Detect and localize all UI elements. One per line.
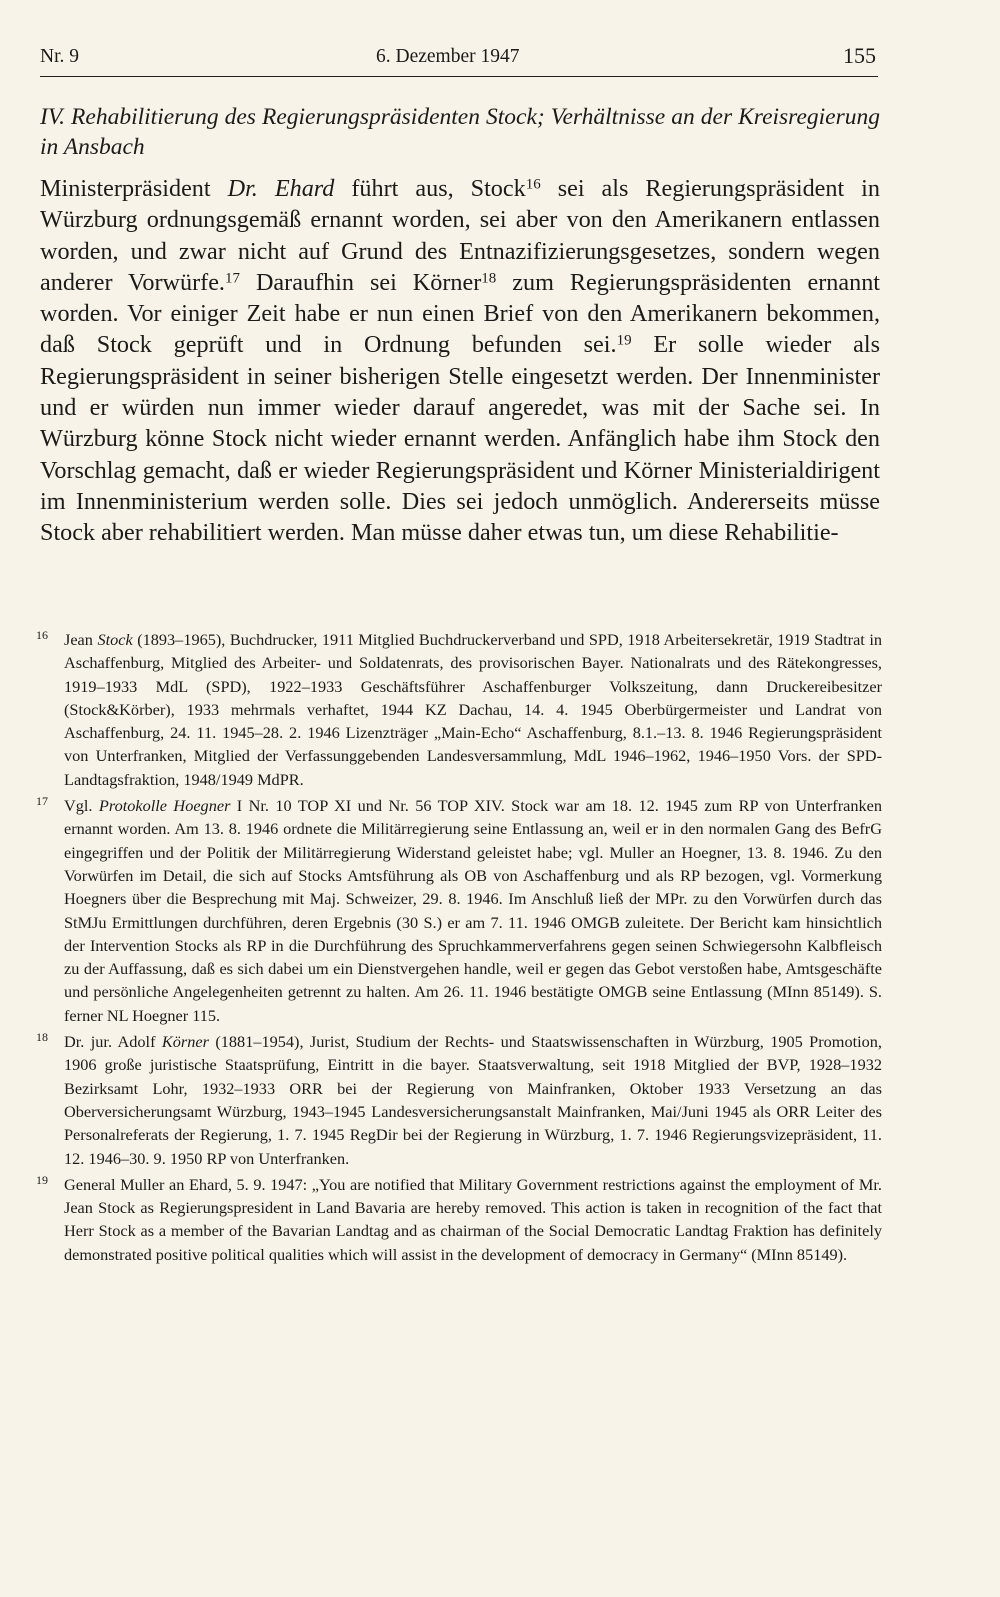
- footnote-number: 16: [36, 628, 48, 642]
- footnote-19: [36, 1173, 882, 1266]
- body-text-run: Daraufhin sei Körner: [239, 268, 482, 296]
- running-head: [40, 40, 878, 77]
- footnote-16: [36, 628, 882, 791]
- footnote-person-name: Körner: [161, 1032, 209, 1052]
- footnote-text: (1881–1954), Jurist, Studium der Rechts- und Staatswissenschaften in Würzburg, 1905 Promotion, 1906 große juristische Staatsprüfung, Eintritt in die bayer. Staatsverwaltung, seit 1918 Mitglied der BVP, 1928–1932 Bezirksamt Lohr, 1932–1933 ORR bei der Regierung von Mainfranken, Oktober 1933 Versetzung an das Oberversicherungsamt Würzburg, 1943–1945 Landesversicherungsanstalt Mainfranken, Mai/Juni 1945 als ORR Leiter des Personalreferats der Regierung, 1. 7. 1945 RegDir bei der Regierung in Würzburg, 1. 7. 1946 Regierungsvizepräsident, 11. 12. 1946–30. 9. 1950 RP von Unterfranken.: [64, 1032, 883, 1168]
- issue-number: Nr. 9: [40, 46, 79, 67]
- footnote-17: [36, 794, 882, 1027]
- session-date: 6. Dezember 1947: [376, 46, 520, 67]
- speaker-name: Dr. Ehard: [227, 175, 335, 202]
- body-paragraph: [40, 173, 880, 549]
- footnote-text: I Nr. 10 TOP XI und Nr. 56 TOP XIV. Stock war am 18. 12. 1945 zum RP von Unterfranken ernannt worden. Am 13. 8. 1946 ordnete die Militärregierung seine Entlassung an, weil er in den normalen Gang des BefrG eingegriffen und der Politik der Militärregierung Widerstand geleistet habe; vgl. Muller an Hoegner, 13. 8. 1946. Zu den Vorwürfen im Detail, die sich auf Stocks Amtsführung als OB von Aschaffenburg und als RP bezogen, vgl. Vormerkung Hoegners über die Besprechung mit Maj. Schweizer, 29. 8. 1946. Im Anschluß ließ der MPr. zu den Vorwürfen durch das StMJu Ermittlungen durchführen, deren Ergebnis (30 S.) er am 7. 11. 1946 OMGB zuleitete. Der Bericht kam hinsichtlich der Intervention Stocks als RP in die Durchführung des Spruchkammerverfahrens gegen seinen Schwiegersohn Kalbfleisch zu der Auffassung, daß es sich dabei um ein Dienstvergehen handle, weil er gegen das Gebot verstoßen habe, Amtsgeschäfte und persönliche Angelegenheiten getrennt zu halten. Am 26. 11. 1946 bestätigte OMGB seine Entlassung (MInn 85149). S. ferner NL Hoegner 115.: [64, 796, 882, 1025]
- body-text-run: führt aus, Stock: [334, 175, 526, 202]
- footnote-number: 19: [36, 1172, 48, 1187]
- body-text-run: Er solle wieder als Regierungspräsident in seiner bisherigen Stelle eingesetzt werden. Der Innenminister und er würden nun immer wieder darauf angeredet, was mit der Sache sei. In Würzburg könne Stock nicht wieder ernannt werden. Anfänglich habe ihm Stock den Vorschlag gemacht, daß er wieder Regierungspräsident und Körner Ministerialdirigent im Innenministerium werden solle. Dies sei jedoch unmöglich. Andererseits müsse Stock aber rehabilitiert werden. Man müsse daher etwas tun, um diese Rehabilitie-: [40, 331, 880, 547]
- footnote-text: (1893–1965), Buchdrucker, 1911 Mitglied Buchdruckerverband und SPD, 1918 Arbeitersekretär, 1919 Stadtrat in Aschaffenburg, Mitglied des Arbeiter- und Soldatenrats, des provisorischen Bayer. Nationalrats und des Rätekongresses, 1919–1933 MdL (SPD), 1922–1933 Geschäftsführer Aschaffenburger Volkszeitung, dann Druckereibesitzer (Stock&Körber), 1933 mehrmals verhaftet, 1944 KZ Dachau, 14. 4. 1945 Oberbürgermeister und Landrat von Aschaffenburg, 24. 11. 1945–28. 2. 1946 Lizenzträger „Main-Echo“ Aschaffenburg, 8.1.–13. 8. 1946 Regierungspräsident von Unterfranken, Mitglied der Verfassunggebenden Landesversammlung, MdL 1946–1962, 1946–1950 Vors. der SPD-Landtagsfraktion, 1948/1949 MdPR.: [64, 630, 882, 789]
- footnote-text: Jean: [64, 630, 98, 649]
- footnote-source-title: Protokolle Hoegner: [98, 796, 231, 816]
- footnote-person-name: Stock: [97, 630, 133, 649]
- section-heading: IV. Rehabilitierung des Regierungspräsidenten Stock; Verhältnisse an der Kreisregierung in Ansbach: [40, 104, 880, 160]
- footnote-ref-19: 19: [616, 332, 632, 349]
- footnote-18: [36, 1030, 882, 1170]
- footnote-text: General Muller an Ehard, 5. 9. 1947: „You are notified that Military Government restrictions against the employment of Mr. Jean Stock as Regierungspresident in Land Bavaria are hereby removed. This action is taken in recognition of the fact that Herr Stock as a member of the Bavarian Landtag and as chairman of the Social Democratic Landtag Fraktion has definitely demonstrated positive political qualities which will assist in the development of democracy in Germany“ (MInn 85149).: [64, 1174, 882, 1264]
- body-text-run: sei als Regierungspräsident in Würzburg ordnungsgemäß ernannt worden, sei aber von den Amerikanern entlassen worden, und zwar nicht auf Grund des Entnazifizierungsgesetzes, sondern wegen anderer Vorwürfe.: [40, 175, 881, 296]
- footnote-text: Dr. jur. Adolf: [64, 1032, 162, 1052]
- body-text-run: zum Regierungspräsidenten ernannt worden. Vor einiger Zeit habe er nun einen Brief von den Amerikanern bekommen, daß Stock geprüft und in Ordnung befunden sei.: [40, 268, 881, 359]
- footnote-ref-18: 18: [481, 270, 497, 287]
- footnote-text: Vgl.: [64, 796, 99, 816]
- footnote-ref-17: 17: [224, 270, 240, 287]
- footnote-number: 17: [36, 794, 48, 809]
- footnote-number: 18: [36, 1030, 48, 1045]
- footnotes: [36, 628, 882, 1266]
- footnote-ref-16: 16: [525, 176, 541, 193]
- body-text-run: Ministerpräsident: [40, 175, 228, 202]
- page-number: 155: [843, 43, 876, 68]
